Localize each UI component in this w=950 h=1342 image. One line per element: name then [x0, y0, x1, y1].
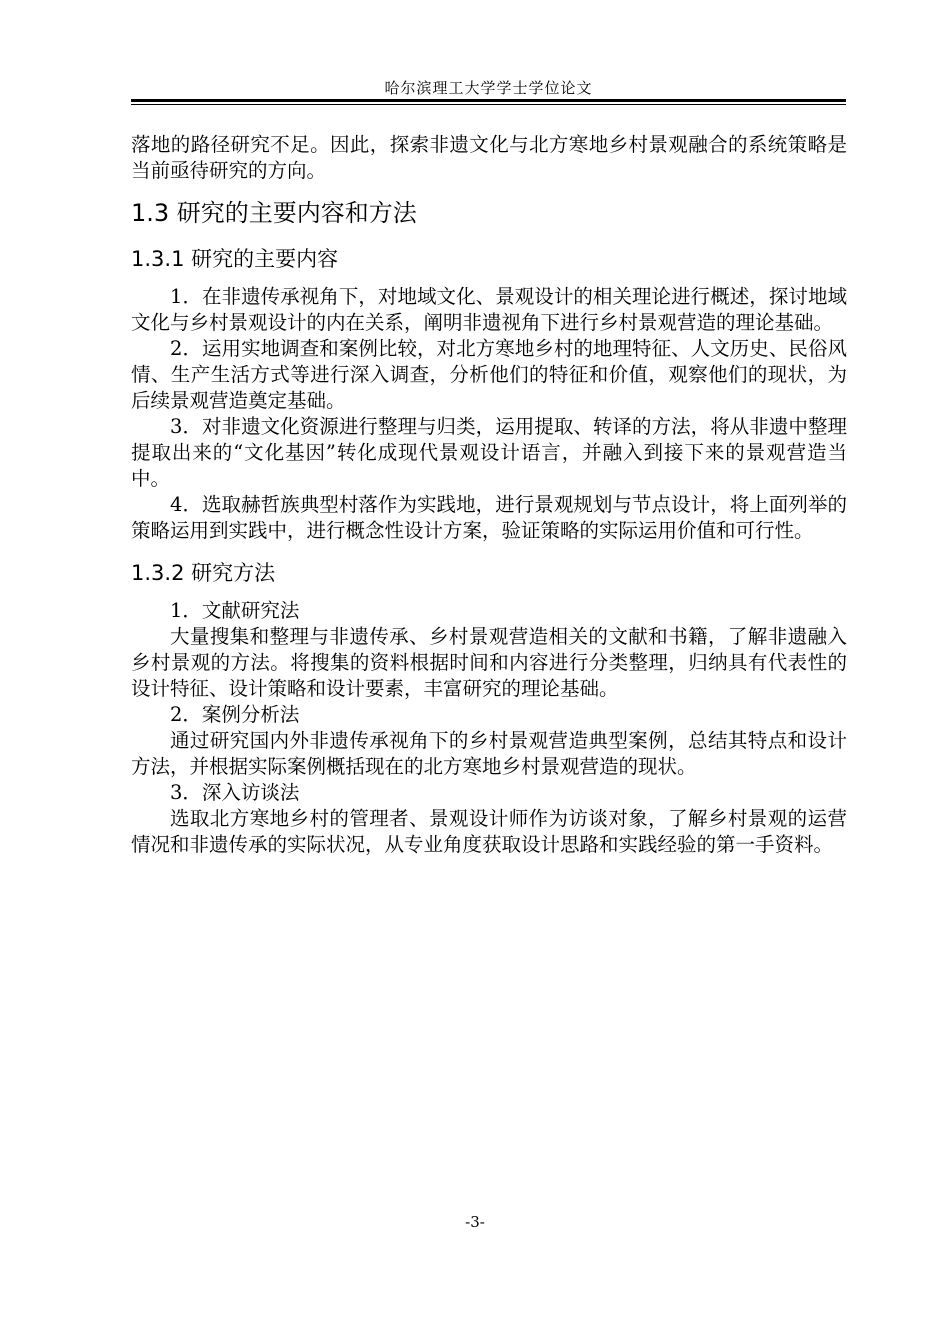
running-header: 哈尔滨理工大学学士学位论文: [384, 79, 593, 97]
content-item-1: 1．在非遗传承视角下，对地域文化、景观设计的相关理论进行概述，探讨地域文化与乡村景观设计的内在关系，阐明非遗视角下进行乡村景观营造的理论基础。: [131, 285, 847, 334]
header-rule-thick: [131, 99, 846, 102]
subsection-heading-1-3-2: 1.3.2 研究方法: [131, 561, 276, 585]
method-title-2: 2．案例分析法: [170, 703, 300, 726]
page-body: [131, 132, 847, 858]
method-text-3: 选取北方寒地乡村的管理者、景观设计师作为访谈对象，了解乡村景观的运营情况和非遗传承的实际状况，从专业角度获取设计思路和实践经验的第一手资料。: [131, 807, 847, 856]
method-title-1: 1．文献研究法: [170, 599, 300, 622]
method-title-3: 3．深入访谈法: [170, 781, 300, 804]
intro-paragraph: 落地的路径研究不足。因此，探索非遗文化与北方寒地乡村景观融合的系统策略是当前亟待研究的方向。: [131, 133, 847, 182]
page-number: -3-: [465, 1213, 485, 1231]
content-item-2: 2．运用实地调查和案例比较，对北方寒地乡村的地理特征、人文历史、民俗风情、生产生活方式等进行深入调查，分析他们的特征和价值，观察他们的现状，为后续景观营造奠定基础。: [131, 337, 847, 412]
content-item-4: 4．选取赫哲族典型村落作为实践地，进行景观规划与节点设计，将上面列举的策略运用到实践中，进行概念性设计方案，验证策略的实际运用价值和可行性。: [131, 493, 847, 542]
subsection-heading-1-3-1: 1.3.1 研究的主要内容: [131, 247, 339, 271]
method-text-2: 通过研究国内外非遗传承视角下的乡村景观营造典型案例，总结其特点和设计方法，并根据实际案例概括现在的北方寒地乡村景观营造的现状。: [131, 729, 847, 778]
content-item-3: 3．对非遗文化资源进行整理与归类，运用提取、转译的方法，将从非遗中整理提取出来的“文化基因”转化成现代景观设计语言，并融入到接下来的景观营造当中。: [131, 415, 847, 490]
method-text-1: 大量搜集和整理与非遗传承、乡村景观营造相关的文献和书籍，了解非遗融入乡村景观的方法。将搜集的资料根据时间和内容进行分类整理，归纳具有代表性的设计特征、设计策略和设计要素，丰富研究的理论基础。: [131, 625, 847, 700]
section-heading-1-3: 1.3 研究的主要内容和方法: [131, 199, 417, 227]
header-rule-thin: [131, 104, 846, 105]
